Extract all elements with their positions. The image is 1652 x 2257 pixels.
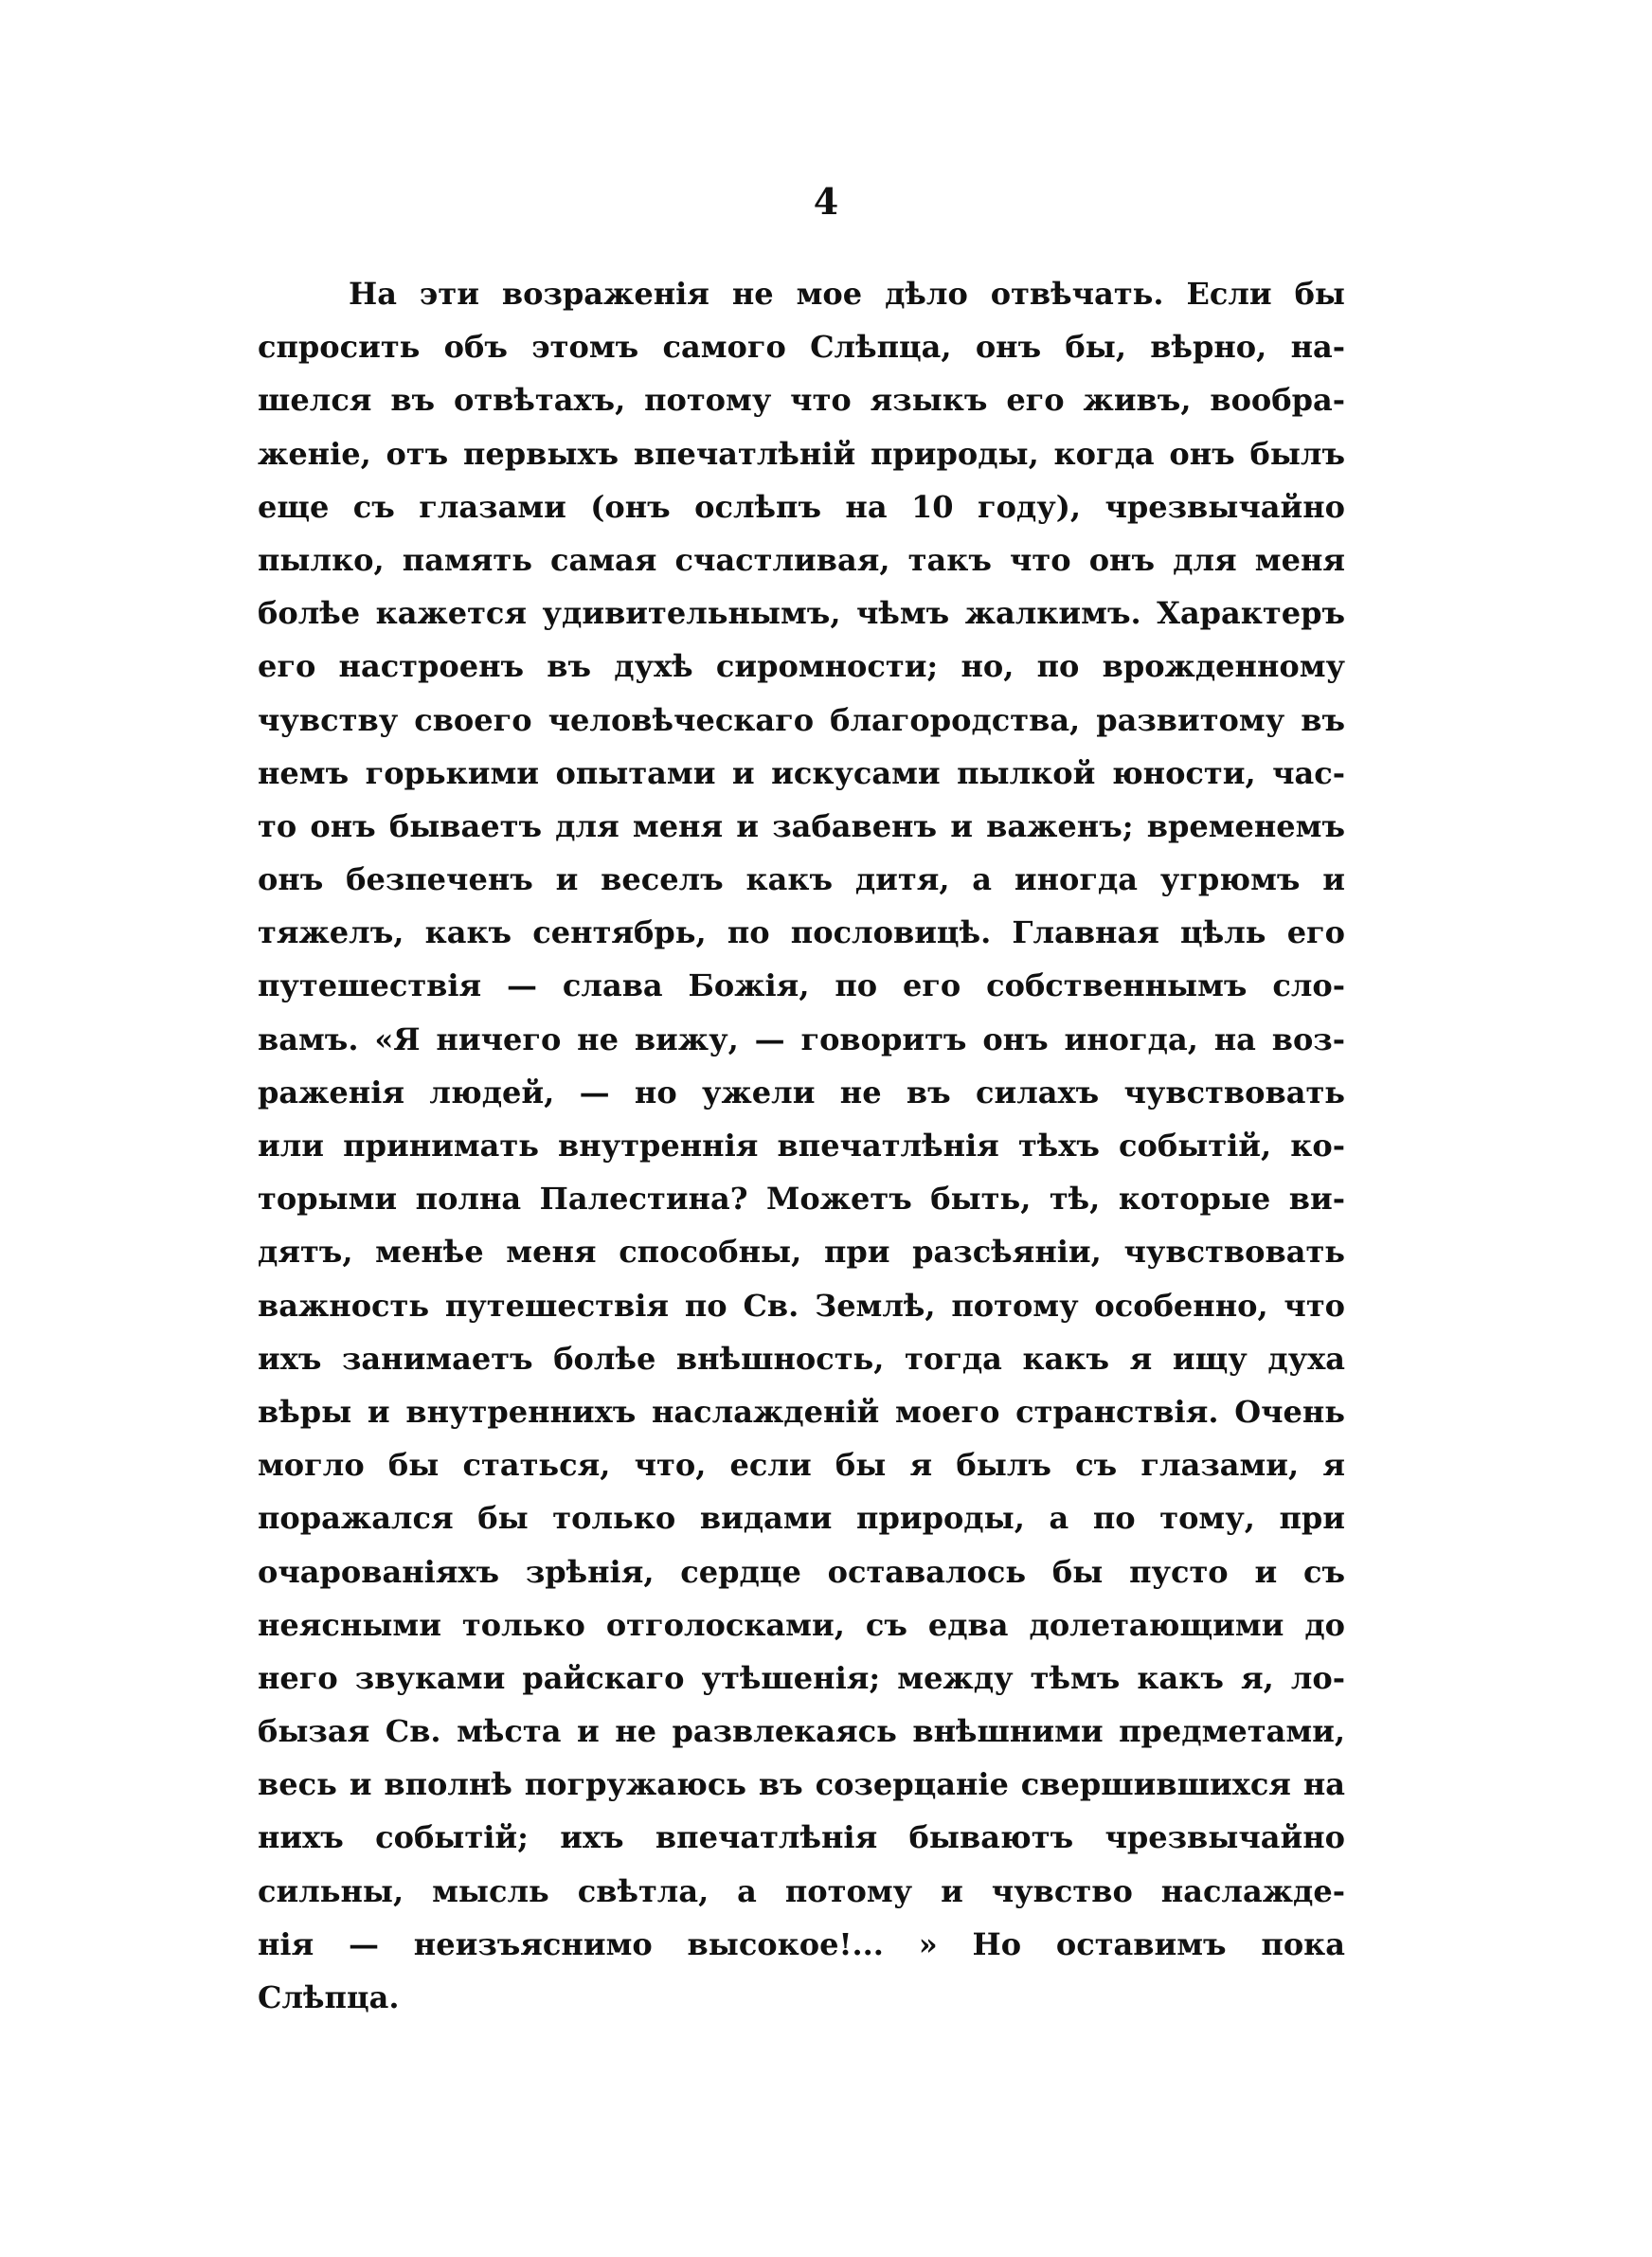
text-line: вѣры и внутреннихъ наслажденій моего странствія. Очень	[258, 1393, 1345, 1430]
text-line: бызая Св. мѣста и не развлекаясь внѣшними предметами,	[258, 1713, 1345, 1750]
text-line: чувству своего человѣческаго благородства, развитому въ	[258, 701, 1345, 738]
text-line: поражался бы только видами природы, а по тому, при	[258, 1500, 1345, 1537]
text-line: спросить объ этомъ самого Слѣпца, онъ бы, вѣрно, на-	[258, 329, 1345, 366]
text-line: ихъ занимаетъ болѣе внѣшность, тогда какъ я ищу духа	[258, 1340, 1345, 1377]
text-line: тяжелъ, какъ сентябрь, по пословицѣ. Главная цѣль его	[258, 914, 1345, 951]
text-line: путешествія — слава Божія, по его собственнымъ сло-	[258, 967, 1345, 1004]
text-line: немъ горькими опытами и искусами пылкой юности, час-	[258, 754, 1345, 791]
text-line: онъ безпеченъ и веселъ какъ дитя, а иногда угрюмъ и	[258, 861, 1345, 898]
text-line: болѣе кажется удивительнымъ, чѣмъ жалкимъ. Характеръ	[258, 595, 1345, 632]
page-number: 4	[813, 180, 839, 223]
text-line: него звуками райскаго утѣшенія; между тѣмъ какъ я, ло-	[258, 1659, 1345, 1696]
text-line: пылко, память самая счастливая, такъ что онъ для меня	[258, 541, 1345, 578]
text-line: то онъ бываетъ для меня и забавенъ и важенъ; временемъ	[258, 807, 1345, 844]
text-line: неясными только отголосками, съ едва долетающими до	[258, 1606, 1345, 1643]
text-line: торыми полна Палестина? Можетъ быть, тѣ, которые ви-	[258, 1181, 1345, 1218]
text-line: или принимать внутреннія впечатлѣнія тѣхъ событій, ко-	[258, 1128, 1345, 1164]
text-line: весь и вполнѣ погружаюсь въ созерцаніе свершившихся на	[258, 1766, 1345, 1803]
text-line: могло бы статься, что, если бы я былъ съ глазами, я	[258, 1447, 1345, 1484]
text-line: важность путешествія по Св. Землѣ, потому особенно, что	[258, 1287, 1345, 1324]
text-line: очарованіяхъ зрѣнія, сердце оставалось бы пусто и съ	[258, 1553, 1345, 1590]
text-line: На эти возраженія не мое дѣло отвѣчать. Если бы	[349, 276, 1345, 312]
text-line: раженія людей, — но ужели не въ силахъ чувствовать	[258, 1074, 1345, 1110]
text-line: вамъ. «Я ничего не вижу, — говоритъ онъ иногда, на воз-	[258, 1020, 1345, 1057]
text-line: Слѣпца.	[258, 1979, 400, 2015]
text-line: женіе, отъ первыхъ впечатлѣній природы, когда онъ былъ	[258, 435, 1345, 472]
paragraph	[258, 267, 1345, 2024]
text-line: нія — неизъяснимо высокое!... » Но оставимъ пока	[258, 1925, 1345, 1962]
text-line: нихъ событій; ихъ впечатлѣнія бываютъ чрезвычайно	[258, 1819, 1345, 1856]
text-line: сильны, мысль свѣтла, а потому и чувство наслажде-	[258, 1872, 1345, 1909]
text-line: дятъ, менѣе меня способны, при разсѣяніи, чувствовать	[258, 1234, 1345, 1271]
text-line: шелся въ отвѣтахъ, потому что языкъ его живъ, вообра-	[258, 382, 1345, 419]
text-line: еще съ глазами (онъ ослѣпъ на 10 году), чрезвычайно	[258, 488, 1345, 525]
text-line: его настроенъ въ духѣ сиромности; но, по врожденному	[258, 648, 1345, 685]
